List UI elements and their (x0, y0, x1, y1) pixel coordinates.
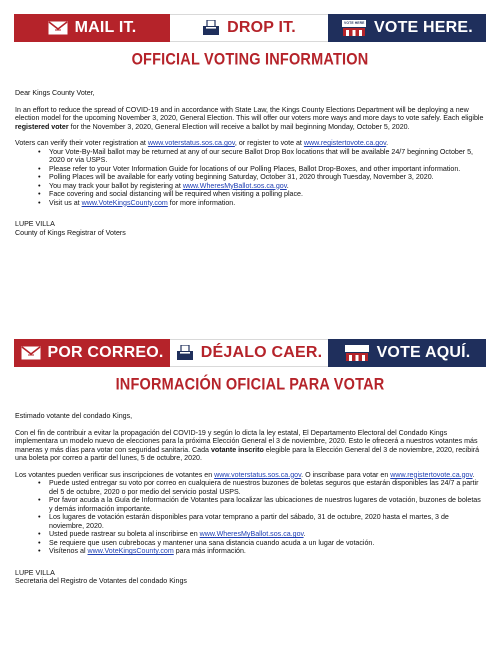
english-banner (14, 14, 486, 42)
spanish-intro-part-2: elegible para la Elección General del 3 de noviembre, 2020, recibirá una boleta por correo a partir del lunes, 5 de octubre, 2020. (15, 445, 480, 462)
por-correo-segment (14, 339, 170, 367)
spanish-bullet-list (15, 479, 485, 556)
spanish-bullet-visit (49, 547, 485, 556)
spanish-visit-end: para más información. (173, 547, 246, 555)
english-verify-text-2: , or register to vote at (234, 139, 304, 147)
vote-here-label: VOTE HERE. (374, 19, 473, 36)
spanish-verify-text-2: . O inscribase para votar en (301, 470, 391, 479)
english-title: OFFICIAL VOTING INFORMATION (131, 50, 369, 70)
english-registered-voter: registered voter (15, 122, 69, 131)
mail-it-segment (14, 14, 170, 42)
english-bullet-dropbox: • Your Vote-By-Mail ballot may be returned at any of our secure Ballot Drop Box locations that will be available 24/7 beginning October 5, 2020 or via USPS. (49, 148, 485, 165)
spanish-bullet-dropbox: • Puede usted entregar su voto por correo en cualquiera de nuestros buzones de boletas seguros que estarán disponibles las 24/7 a partir del 5 de octubre, 2020 o por medio del servicio postal USPS. (49, 479, 485, 496)
english-intro-part-2: for the November 3, 2020, General Election will receive a ballot by mail beginning Monday, October 5, 2020. (68, 122, 410, 131)
vote-aqui-segment (328, 339, 486, 367)
spanish-letter (15, 412, 485, 586)
english-verify-text-1: Voters can verify their voter registration at (15, 139, 148, 147)
mail-it-label: MAIL IT. (74, 19, 137, 36)
dejalo-caer-label: DÉJALO CAER. (200, 344, 323, 361)
wheresmyballot-link[interactable]: www.WheresMyBallot.sos.ca.gov (182, 181, 287, 190)
vote-aqui-label: VOTE AQUÍ. (376, 344, 471, 361)
spanish-banner (14, 339, 486, 367)
english-verify-text-3: . (386, 139, 389, 147)
votekingscounty-link[interactable]: www.VoteKingsCounty.com (81, 198, 168, 207)
spanish-verify (15, 471, 485, 480)
english-intro (15, 106, 485, 132)
spanish-visit-text: Visítenos al (49, 547, 88, 555)
voterstatus-link[interactable]: www.voterstatus.sos.ca.gov (147, 139, 235, 147)
envelope-icon (48, 21, 68, 35)
voterstatus-link-es[interactable]: www.voterstatus.sos.ca.gov (214, 470, 302, 479)
english-signer-title: County of Kings Registrar of Voters (15, 228, 126, 237)
english-letter (15, 89, 485, 237)
vote-here-segment (328, 14, 486, 42)
votekingscounty-link-es[interactable]: www.VoteKingsCounty.com (87, 547, 174, 555)
english-bullet-face-covering: • Face covering and social distancing will be required when visiting a polling place. (49, 190, 485, 199)
english-greeting: Dear Kings County Voter, (15, 89, 95, 97)
drop-it-segment (170, 14, 328, 42)
english-signer-name: LUPE VILLA (15, 220, 55, 228)
ballot-box-icon (176, 345, 194, 361)
polling-place-icon-text: VOTE HERE (344, 20, 365, 25)
spanish-bullet-early-voting: • Los lugares de votación estarán disponibles para votar temprano a partir del sábado, 31 de octubre, 2020 hasta el martes, 3 de noviembre, 2020. (49, 513, 485, 530)
english-bullet-guide: • Please refer to your Voter Information Guide for locations of our Polling Places, Ballot Drop-Boxes, and other important information. (49, 165, 485, 174)
por-correo-label: POR CORREO. (47, 344, 164, 361)
english-verify (15, 139, 485, 148)
spanish-bullet-guide: • Por favor acuda a la Guía de Información de Votantes para localizar las ubicaciones de nuestros lugares de votación, buzones de boletas y demás información importante. (49, 496, 485, 513)
spanish-greeting: Estimado votante del condado Kings, (15, 412, 133, 420)
spanish-verify-text-1: Los votantes pueden verificar sus inscripciones de votantes en (15, 470, 215, 479)
english-intro-part-1: In an effort to reduce the spread of COVID-19 and in accordance with State Law, the Kings County Elections Department will be deploying a new election model for the upcoming November 3, 2020, General Election. This will offer our voters more ways and more days to vote safely. Each eligible (15, 105, 484, 122)
spanish-track-end: . (303, 530, 306, 538)
spanish-signer-title: Secretaria del Registro de Votantes del condado Kings (15, 577, 187, 585)
registertovote-link-es[interactable]: www.registertovote.ca.gov (390, 470, 473, 479)
english-bullet-track (49, 182, 485, 191)
spanish-intro-part-1: Con el fin de contribuir a evitar la propagación del COVID-19 y según lo dicta la ley estatal, El Departamento Electoral del Condado Kings implementara un modelo nuevo de elecciones para la próxima Elección General el 3 de noviembre, 2020. Esto le ofrecerá a nuestros votantes más maneras y más días para votar con seguridad sanitaria. Cada (15, 428, 478, 454)
envelope-icon (21, 346, 41, 360)
spanish-title: INFORMACIÓN OFICIAL PARA VOTAR (115, 375, 385, 395)
english-bullet-visit (49, 199, 485, 208)
spanish-signer-name: LUPE VILLA (15, 568, 55, 577)
polling-place-icon (341, 19, 367, 37)
spanish-registered-voter: votante inscrito (210, 445, 264, 454)
english-track-end: . (286, 181, 289, 190)
spanish-bullet-face-covering: • Se requiere que usen cubrebocas y mantener una sana distancia cuando acuda a un lugar de votación. (49, 539, 485, 548)
polling-place-icon (344, 344, 370, 362)
english-visit-end: for more information. (167, 198, 236, 207)
english-track-text: You may track your ballot by registering at (49, 181, 183, 190)
english-bullet-list (15, 148, 485, 208)
spanish-verify-text-3: . (472, 470, 475, 479)
wheresmyballot-link-es[interactable]: www.WheresMyBallot.sos.ca.gov (199, 530, 304, 538)
registertovote-link[interactable]: www.registertovote.ca.gov (303, 139, 387, 147)
english-bullet-early-voting: • Polling Places will be available for early voting beginning Saturday, October 31, 2020 through Tuesday, November 3, 2020. (49, 173, 485, 182)
english-visit-text: Visit us at (49, 198, 82, 207)
dejalo-caer-segment (170, 339, 328, 367)
spanish-intro (15, 429, 485, 463)
ballot-box-icon (202, 20, 220, 36)
spanish-track-text: Usted puede rastrear su boleta al inscribirse en (49, 530, 200, 538)
drop-it-label: DROP IT. (227, 19, 296, 36)
spanish-bullet-track (49, 530, 485, 539)
